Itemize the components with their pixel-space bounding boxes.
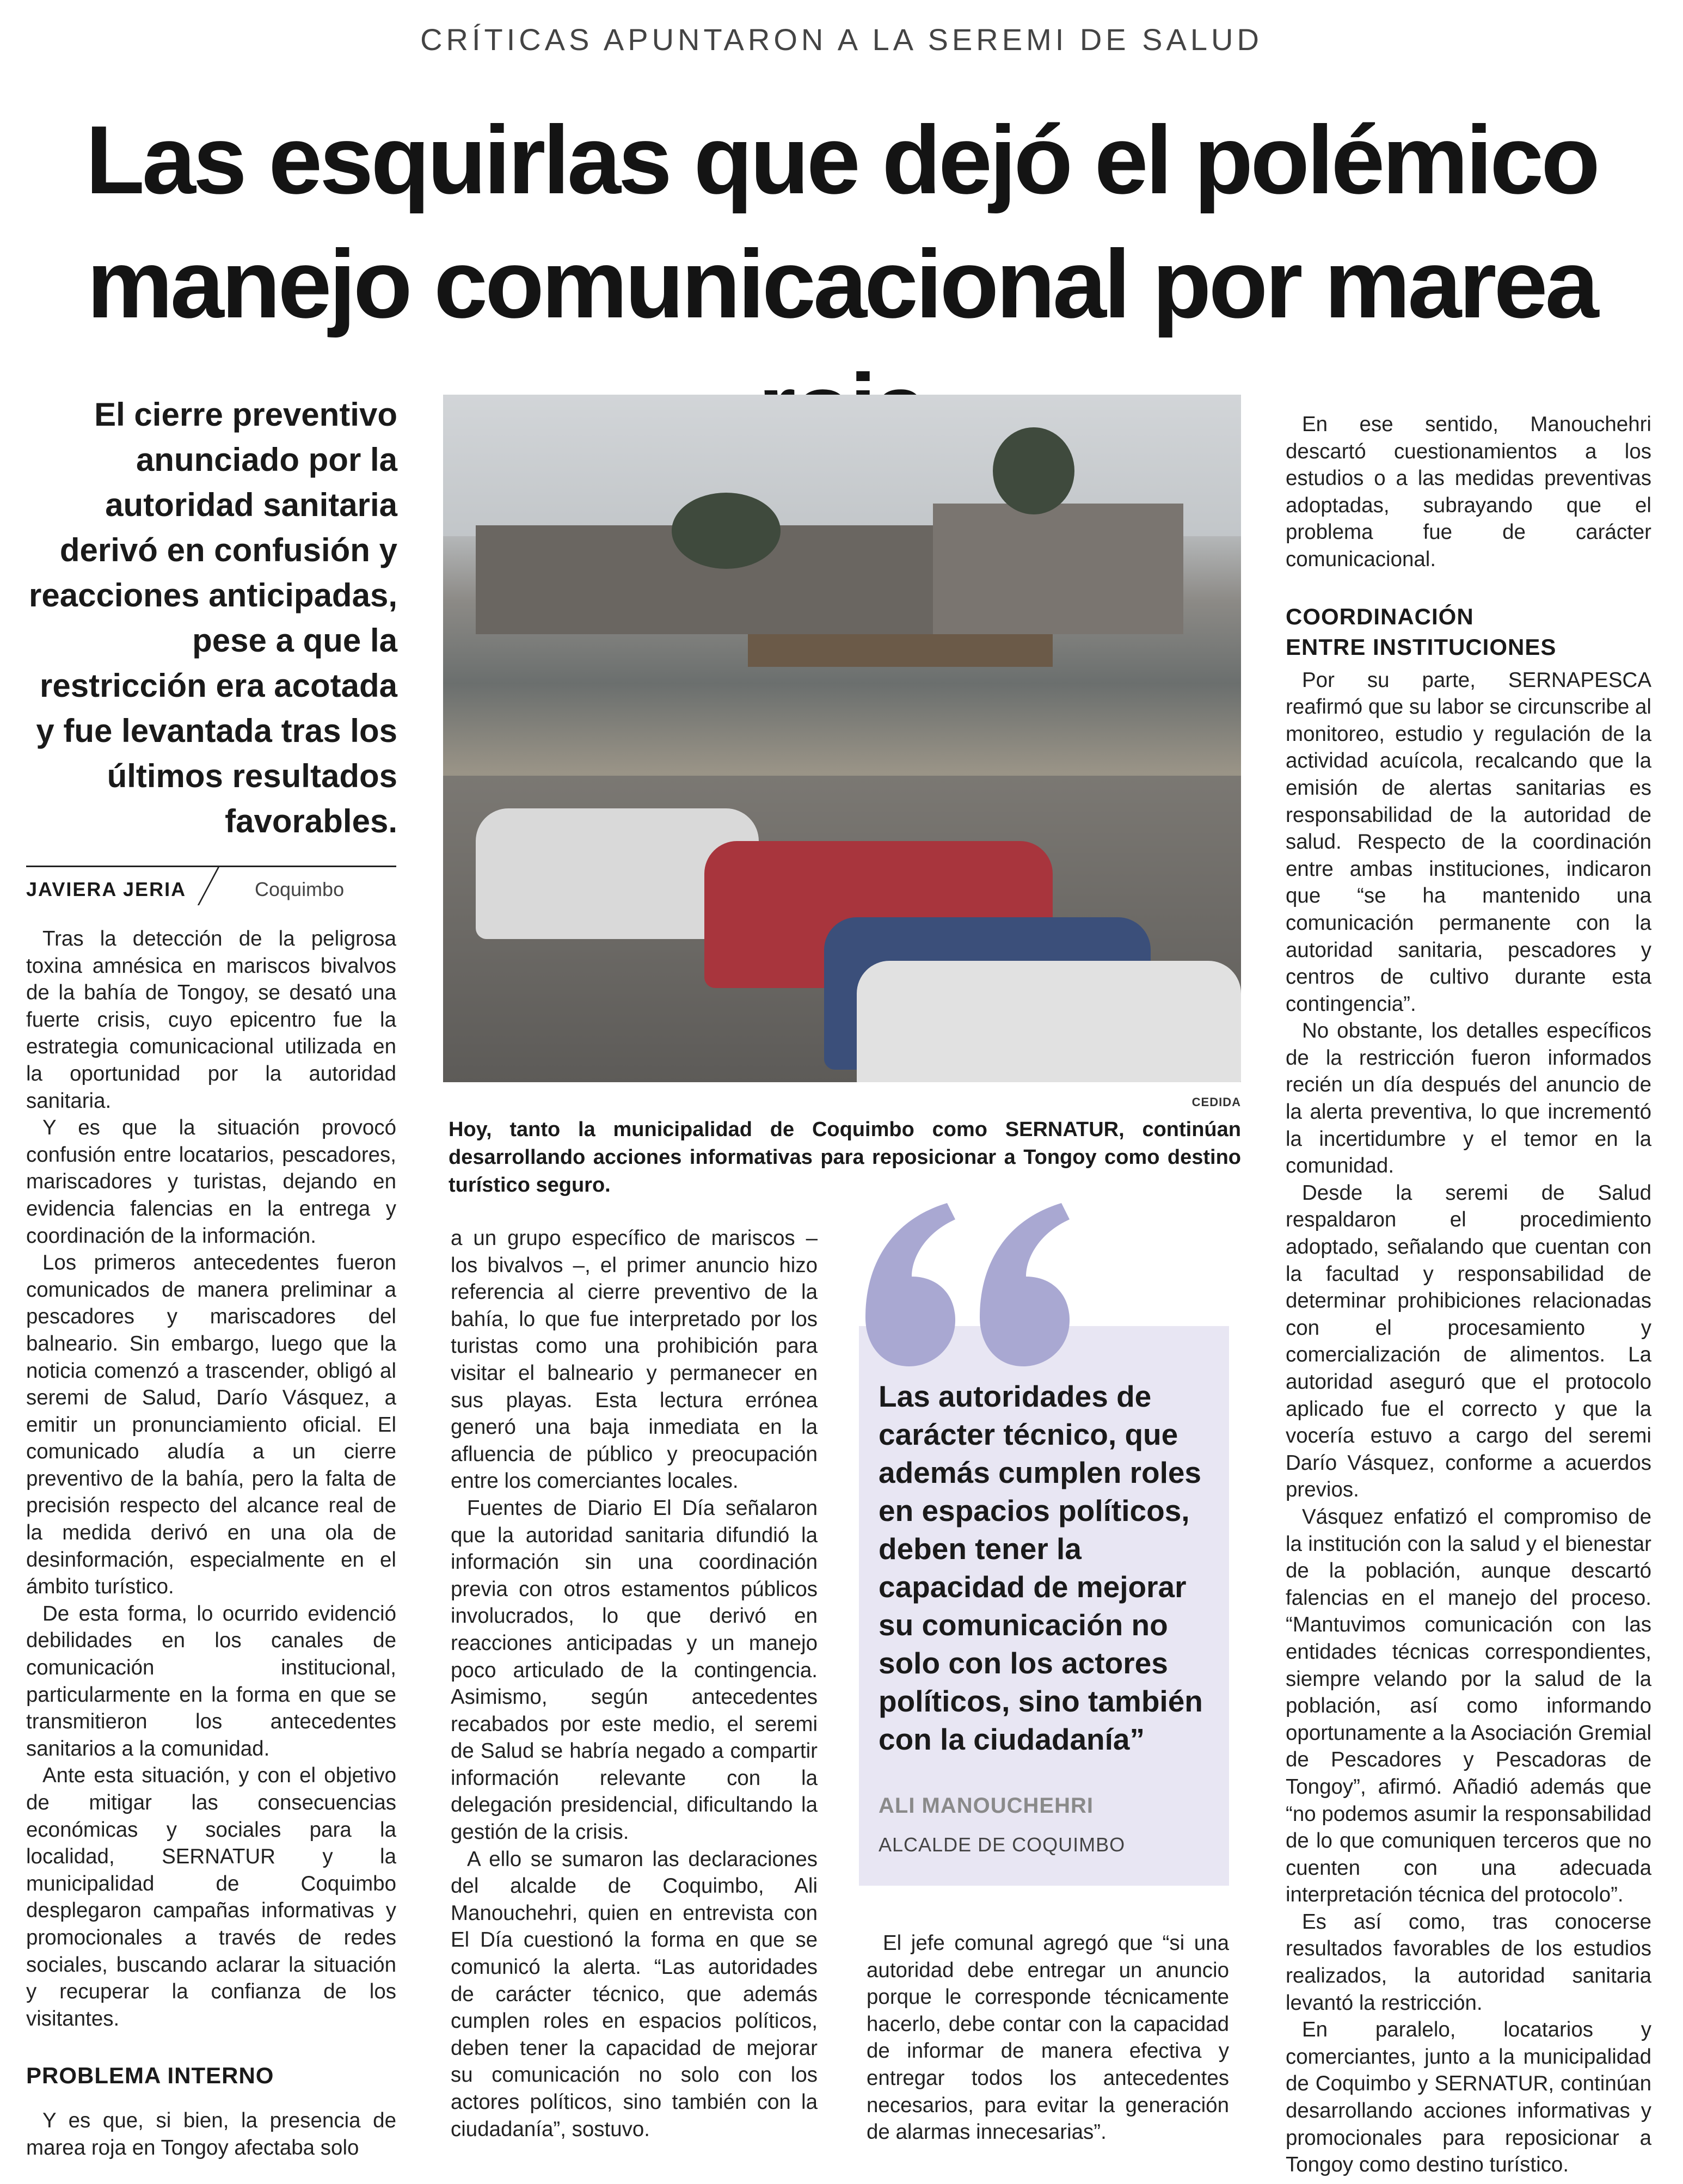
byline-author: JAVIERA JERIA xyxy=(26,878,187,900)
paragraph: Fuentes de Diario El Día señalaron que la autoridad sanitaria difundió la información sin una coordinación previa con otros estamentos públicos involucrados, lo que derivó en reacciones anticipadas y un manejo poco articulado de la contingencia. Asimismo, según antecedentes recabados por este medio, el seremi de Salud se habría negado a compartir información relevante con la delegación presidencial, dificultando la gestión de la crisis. xyxy=(451,1496,818,1844)
pull-quote-role: ALCALDE DE COQUIMBO xyxy=(879,1833,1126,1856)
quote-mark-icon xyxy=(855,1181,1083,1377)
paragraph: A ello se sumaron las declaraciones del alcalde de Coquimbo, Ali Manouchehri, quien en entrevista con El Día cuestionó la forma en que se comunicó la alerta. “Las autoridades de carácter técnico, que además cumplen roles en espacios políticos, deben tener la capacidad de mejorar su comunicación no solo con los actores políticos, sino también con la ciudadanía”, sostuvo. xyxy=(451,1847,818,2141)
photo-building xyxy=(933,504,1183,634)
photo-palm xyxy=(993,427,1074,514)
byline-divider xyxy=(198,867,219,905)
paragraph: a un grupo específico de mariscos – los bivalvos –, el primer anuncio hizo referencia al cierre preventivo de la bahía, lo que fue interpretado por los turistas como una prohibición para visitar el balneario y permanecer en sus playas. Esta lectura errónea generó una baja inmediata en la afluencia de público y preocupación entre los comerciantes locales. xyxy=(451,1226,818,1493)
headline-line-2: manejo comunicacional por marea xyxy=(87,230,1596,338)
photo-pergola xyxy=(748,634,1053,667)
paragraph: Vásquez enfatizó el compromiso de la institución con la salud y el bienestar de la población, aunque descartó falencias en el manejo del proceso. “Mantuvimos comunicación con las entidades técnicas correspondientes, siempre velando por la salud de la población, así como informando oportunamente a la Asociación Gremial de Pescadores y Pescadoras de Tongoy”, afirmó. Añadió además que “no podemos asumir la responsabilidad de lo que comuniquen terceros que no cuenten con una adecuada interpretación técnica del protocolo”. xyxy=(1286,1505,1651,1907)
subhead-problema-interno: PROBLEMA INTERNO xyxy=(26,2063,274,2089)
kicker: CRÍTICAS APUNTARON A LA SEREMI DE SALUD xyxy=(420,22,1263,57)
article-column-4 xyxy=(1286,411,1651,2179)
article-column-1 xyxy=(26,925,396,2162)
byline-location: Coquimbo xyxy=(255,878,345,900)
photo-palm xyxy=(672,493,781,569)
paragraph: Ante esta situación, y con el objetivo de mitigar las consecuencias económicas y sociales para la localidad, SERNATUR y la municipalidad de Coquimbo desplegaron campañas informativas y promocionales a través de redes sociales, buscando aclarar la situación y recuperar la confianza de los visitantes. xyxy=(26,1764,396,2030)
pull-quote-text: Las autoridades de carácter técnico, que además cumplen roles en espacios políticos, deben tener la capacidad de mejorar su comunicación no solo con los actores políticos, sino también con la ciudadanía” xyxy=(879,1379,1203,1756)
headline-line-1: Las esquirlas que dejó el polémico xyxy=(85,106,1598,214)
paragraph: Por su parte, SERNAPESCA reafirmó que su labor se circunscribe al monitoreo, estudio y regulación de la actividad acuícola, recalcando que la emisión de alertas sanitarias es responsabilidad de la autoridad de salud. Respecto de la coordinación entre ambas instituciones, indicaron que “se ha mantenido una comunicación permanente con la autoridad sanitaria, pescadores y centros de cultivo durante esta contingencia”. xyxy=(1286,668,1651,1016)
article-column-2 xyxy=(451,1225,818,2143)
paragraph: Desde la seremi de Salud respaldaron el procedimiento adoptado, señalando que cuentan con la facultad y responsabilidad de determinar prohibiciones relacionadas con el procesamiento y comercialización de alimentos. La autoridad aseguró que el protocolo aplicado fue el correcto y que la vocería estuvo a cargo del seremi Darío Vásquez, conforme a acuerdos previos. xyxy=(1286,1181,1651,1502)
byline xyxy=(26,866,396,908)
paragraph: El jefe comunal agregó que “si una autoridad debe entregar un anuncio porque le corresponde técnicamente hacerlo, debe contar con la capacidad de informar de manera efectiva y entregar todos los antecedentes necesarios, para evitar la generación de alarmas innecesarias”. xyxy=(867,1931,1229,2144)
paragraph: Los primeros antecedentes fueron comunicados de manera preliminar a pescadores y mariscadores del balneario. Sin embargo, luego que la noticia comenzó a trascender, obligó al seremi de Salud, Darío Vásquez, a emitir un pronunciamiento oficial. El comunicado aludía a un cierre preventivo de la bahía, pero la falta de precisión respecto del alcance real de la medida derivó en una ola de desinformación, especialmente en el ámbito turístico. xyxy=(26,1251,396,1599)
subhead-line: COORDINACIÓN xyxy=(1286,603,1474,629)
photo-caption: Hoy, tanto la municipalidad de Coquimbo como SERNATUR, continúan desarrollando acciones informativas para reposicionar a Tongoy como destino turístico seguro. xyxy=(449,1118,1241,1197)
paragraph: Es así como, tras conocerse resultados favorables de los estudios realizados, la autoridad sanitaria levantó la restricción. xyxy=(1286,1910,1651,2015)
paragraph: No obstante, los detalles específicos de la restricción fueron informados recién un día después del anuncio de la alerta preventiva, lo que incrementó la incertidumbre y el temor en la comunidad. xyxy=(1286,1019,1651,1178)
subhead-line: ENTRE INSTITUCIONES xyxy=(1286,634,1557,660)
article-photo xyxy=(443,395,1241,1082)
paragraph: Tras la detección de la peligrosa toxina amnésica en mariscos bivalvos de la bahía de Tongoy, se desató una fuerte crisis, cuyo epicentro fue la estrategia comunicacional utilizada en la oportunidad por la autoridad sanitaria. xyxy=(26,927,396,1113)
pull-quote-author: ALI MANOUCHEHRI xyxy=(879,1794,1094,1818)
photo-credit: CEDIDA xyxy=(1191,1095,1241,1109)
photo-car xyxy=(857,961,1241,1082)
subhead-coordinacion xyxy=(1286,602,1651,662)
paragraph: Y es que la situación provocó confusión entre locatarios, pescadores, mariscadores y turistas, dejando en evidencia falencias en la entrega y coordinación de la información. xyxy=(26,1116,396,1248)
article-column-3 xyxy=(867,1930,1229,2146)
paragraph: Y es que, si bien, la presencia de marea roja en Tongoy afectaba solo xyxy=(26,2109,396,2160)
paragraph: En ese sentido, Manouchehri descartó cuestionamientos a los estudios o a las medidas preventivas adoptadas, subrayando que el problema fue de carácter comunicacional. xyxy=(1286,413,1651,571)
paragraph: De esta forma, lo ocurrido evidenció debilidades en los canales de comunicación institucional, particularmente en la forma en que se transmitieron los antecedentes sanitarios a la comunidad. xyxy=(26,1602,396,1760)
lead-paragraph: El cierre preventivo anunciado por la autoridad sanitaria derivó en confusión y reacciones anticipadas, pese a que la restricción era acotada y fue levantada tras los últimos resultados favorables. xyxy=(29,396,397,839)
paragraph: En paralelo, locatarios y comerciantes, junto a la municipalidad de Coquimbo y SERNATUR, continúan desarrollando acciones informativas y promocionales para reposicionar a Tongoy como destino turístico. xyxy=(1286,2018,1651,2177)
